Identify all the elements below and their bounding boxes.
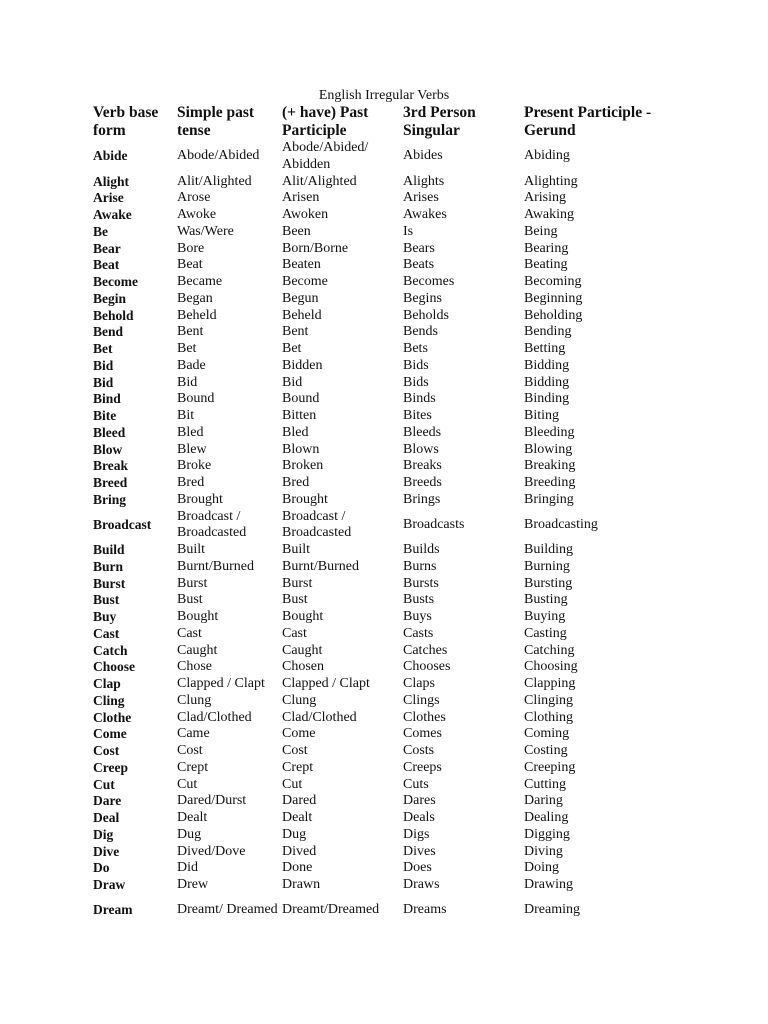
table-row [90,659,690,676]
table-row [90,676,690,693]
table-row [90,308,690,325]
past-participle-cell: Dealt [282,810,313,826]
simple-past-cell: Bade [177,357,206,373]
third-person-cell: Casts [403,625,434,641]
simple-past-cell: Broadcast / Broadcasted [177,508,247,541]
simple-past-cell: Cost [177,743,203,759]
verb-base-form-cell: Dream [93,902,133,918]
third-person-cell: Dives [403,843,436,859]
third-person-cell: Cuts [403,776,429,792]
table-row [90,693,690,710]
table-row [90,576,690,593]
past-participle-cell: Burnt/Burned [282,558,359,574]
present-participle-cell: Diving [524,843,563,859]
table-row [90,542,690,559]
verb-base-form-cell: Begin [93,290,127,306]
third-person-cell: Binds [403,391,436,407]
past-participle-cell: Crept [282,759,314,775]
verb-base-form-cell: Bear [93,240,121,256]
verb-base-form-cell: Bend [93,324,124,340]
verb-base-form-cell: Cling [93,692,125,708]
present-participle-cell: Catching [524,642,575,658]
table-row [90,743,690,760]
simple-past-cell: Cut [177,776,198,792]
third-person-cell: Abides [403,148,443,164]
header-past-participle: (+ have) Past Participle [282,104,369,139]
past-participle-cell: Dived [282,843,317,859]
third-person-cell: Busts [403,592,435,608]
verb-base-form-cell: Break [93,458,129,474]
verb-base-form-cell: Creep [93,759,128,775]
table-row [90,224,690,241]
verb-base-form-cell: Blow [93,441,123,457]
present-participle-cell: Breaking [524,458,576,474]
table-row [90,375,690,392]
table-row [90,190,690,207]
present-participle-cell: Bringing [524,491,574,507]
present-participle-cell: Bidding [524,357,570,373]
present-participle-cell: Dreaming [524,902,580,918]
table-row [90,207,690,224]
present-participle-cell: Daring [524,793,563,809]
simple-past-cell: Was/Were [177,223,234,239]
past-participle-cell: Bled [282,424,309,440]
simple-past-cell: Bought [177,609,219,625]
verb-base-form-cell: Choose [93,659,136,675]
present-participle-cell: Breeding [524,475,576,491]
past-participle-cell: Come [282,726,316,742]
table-row [90,140,690,174]
irregular-verbs-table [90,104,690,927]
past-participle-cell: Clapped / Clapt [282,676,370,692]
simple-past-cell: Burst [177,575,208,591]
table-row [90,509,690,543]
third-person-cell: Buys [403,609,432,625]
verb-base-form-cell: Clap [93,676,121,692]
simple-past-cell: Dared/Durst [177,793,247,809]
past-participle-cell: Clad/Clothed [282,709,357,725]
present-participle-cell: Cutting [524,776,567,792]
verb-rows [90,140,690,927]
table-row [90,626,690,643]
simple-past-cell: Broke [177,458,212,474]
verb-base-form-cell: Dare [93,793,122,809]
past-participle-cell: Beheld [282,307,322,323]
past-participle-cell: Cost [282,743,308,759]
simple-past-cell: Beat [177,257,203,273]
past-participle-cell: Bred [282,475,310,491]
simple-past-cell: Became [177,274,223,290]
verb-base-form-cell: Bid [93,357,114,373]
verb-base-form-cell: Beat [93,257,120,273]
past-participle-cell: Cast [282,625,307,641]
verb-base-form-cell: Awake [93,207,132,223]
past-participle-cell: Been [282,223,311,239]
present-participle-cell: Becoming [524,274,582,290]
simple-past-cell: Caught [177,642,218,658]
simple-past-cell: Bound [177,391,215,407]
present-participle-cell: Buying [524,609,566,625]
simple-past-cell: Awoke [177,207,217,223]
present-participle-cell: Digging [524,826,570,842]
header-verb-base-form: Verb base form [93,104,159,139]
table-row [90,442,690,459]
third-person-cell: Creeps [403,759,442,775]
present-participle-cell: Beating [524,257,568,273]
past-participle-cell: Arisen [282,190,320,206]
verb-base-form-cell: Bleed [93,424,126,440]
verb-base-form-cell: Cut [93,776,115,792]
table-row [90,358,690,375]
verb-base-form-cell: Arise [93,190,124,206]
past-participle-cell: Chosen [282,659,324,675]
third-person-cell: Bends [403,324,438,340]
third-person-cell: Clothes [403,709,446,725]
present-participle-cell: Clinging [524,692,574,708]
verb-base-form-cell: Alight [93,173,130,189]
third-person-cell: Becomes [403,274,455,290]
past-participle-cell: Abode/Abided/ Abidden [282,140,369,172]
third-person-cell: Builds [403,542,440,558]
table-row [90,726,690,743]
past-participle-cell: Bet [282,341,302,357]
past-participle-cell: Done [282,860,313,876]
simple-past-cell: Arose [177,190,211,206]
page-title: English Irregular Verbs [318,88,450,103]
third-person-cell: Bids [403,374,429,390]
past-participle-cell: Begun [282,290,319,306]
table-row [90,408,690,425]
verb-base-form-cell: Draw [93,877,126,893]
table-row [90,257,690,274]
third-person-cell: Bids [403,357,429,373]
past-participle-cell: Cut [282,776,303,792]
third-person-cell: Blows [403,441,439,457]
present-participle-cell: Building [524,542,574,558]
past-participle-cell: Drawn [282,877,321,893]
table-row [90,760,690,777]
third-person-cell: Costs [403,743,435,759]
simple-past-cell: Dealt [177,810,208,826]
simple-past-cell: Bent [177,324,204,340]
verb-base-form-cell: Dive [93,843,120,859]
verb-base-form-cell: Bite [93,408,117,424]
verb-base-form-cell: Do [93,860,110,876]
past-participle-cell: Bound [282,391,320,407]
table-row [90,324,690,341]
verb-base-form-cell: Clothe [93,709,132,725]
past-participle-cell: Blown [282,441,320,457]
past-participle-cell: Brought [282,491,328,507]
present-participle-cell: Dealing [524,810,569,826]
past-participle-cell: Dug [282,826,307,842]
third-person-cell: Dreams [403,902,447,918]
present-participle-cell: Casting [524,625,567,641]
table-row [90,810,690,827]
third-person-cell: Alights [403,173,445,189]
third-person-cell: Deals [403,810,435,826]
present-participle-cell: Biting [524,408,560,424]
simple-past-cell: Blew [177,441,207,457]
verb-base-form-cell: Catch [93,642,128,658]
table-row [90,710,690,727]
third-person-cell: Bears [403,240,435,256]
present-participle-cell: Being [524,223,558,239]
table-row [90,844,690,861]
verb-base-form-cell: Bet [93,341,113,357]
past-participle-cell: Clung [282,692,317,708]
table-row [90,592,690,609]
header-simple-past: Simple past tense [177,104,255,139]
table-row [90,860,690,877]
table-row [90,894,690,928]
verb-base-form-cell: Cost [93,743,120,759]
simple-past-cell: Cast [177,625,202,641]
header-row [90,104,690,140]
third-person-cell: Arises [403,190,439,206]
simple-past-cell: Crept [177,759,209,775]
verb-base-form-cell: Bust [93,592,120,608]
present-participle-cell: Awaking [524,207,575,223]
third-person-cell: Breaks [403,458,442,474]
third-person-cell: Bursts [403,575,439,591]
present-participle-cell: Binding [524,391,570,407]
third-person-cell: Is [403,223,414,239]
third-person-cell: Draws [403,877,440,893]
verb-base-form-cell: Be [93,223,108,239]
present-participle-cell: Abiding [524,148,570,164]
verb-base-form-cell: Come [93,726,127,742]
present-participle-cell: Beginning [524,290,583,306]
simple-past-cell: Came [177,726,210,742]
simple-past-cell: Abode/Abided [177,148,260,164]
simple-past-cell: Dreamt/ Dreamed [177,902,278,918]
verb-base-form-cell: Cast [93,625,120,641]
simple-past-cell: Bet [177,341,197,357]
simple-past-cell: Bust [177,592,203,608]
table-row [90,174,690,191]
table-row [90,475,690,492]
third-person-cell: Beholds [403,307,449,323]
table-row [90,793,690,810]
verb-base-form-cell: Dig [93,826,114,842]
table-row [90,241,690,258]
third-person-cell: Begins [403,290,442,306]
simple-past-cell: Built [177,542,206,558]
simple-past-cell: Clad/Clothed [177,709,252,725]
third-person-cell: Catches [403,642,448,658]
verb-base-form-cell: Burst [93,575,126,591]
table-row [90,827,690,844]
table-row [90,391,690,408]
table-row [90,877,690,894]
third-person-cell: Broadcasts [403,516,465,532]
verb-base-form-cell: Bring [93,491,127,507]
present-participle-cell: Bidding [524,374,570,390]
present-participle-cell: Clapping [524,676,576,692]
table-row [90,425,690,442]
table-row [90,274,690,291]
simple-past-cell: Bid [177,374,198,390]
third-person-cell: Awakes [403,207,447,223]
table-row [90,492,690,509]
third-person-cell: Bleeds [403,424,442,440]
simple-past-cell: Bred [177,475,205,491]
third-person-cell: Breeds [403,475,442,491]
present-participle-cell: Burning [524,558,570,574]
simple-past-cell: Burnt/Burned [177,558,254,574]
present-participle-cell: Bursting [524,575,573,591]
simple-past-cell: Dug [177,826,202,842]
past-participle-cell: Become [282,274,328,290]
present-participle-cell: Betting [524,341,566,357]
present-participle-cell: Busting [524,592,568,608]
present-participle-cell: Beholding [524,307,583,323]
table-row [90,643,690,660]
present-participle-cell: Alighting [524,173,578,189]
simple-past-cell: Chose [177,659,212,675]
third-person-cell: Beats [403,257,435,273]
verb-base-form-cell: Deal [93,810,120,826]
simple-past-cell: Drew [177,877,209,893]
third-person-cell: Clings [403,692,440,708]
simple-past-cell: Dived/Dove [177,843,246,859]
table-row [90,609,690,626]
simple-past-cell: Clapped / Clapt [177,676,265,692]
past-participle-cell: Dared [282,793,317,809]
past-participle-cell: Beaten [282,257,321,273]
past-participle-cell: Built [282,542,311,558]
past-participle-cell: Bought [282,609,324,625]
table-row [90,777,690,794]
simple-past-cell: Alit/Alighted [177,173,252,189]
simple-past-cell: Bore [177,240,205,256]
past-participle-cell: Awoken [282,207,329,223]
present-participle-cell: Bearing [524,240,569,256]
verb-base-form-cell: Bid [93,374,114,390]
past-participle-cell: Alit/Alighted [282,173,357,189]
past-participle-cell: Born/Borne [282,240,349,256]
third-person-cell: Brings [403,491,441,507]
simple-past-cell: Did [177,860,198,876]
simple-past-cell: Began [177,290,213,306]
past-participle-cell: Bid [282,374,303,390]
verb-base-form-cell: Buy [93,609,117,625]
verb-base-form-cell: Broadcast [93,516,152,532]
verb-base-form-cell: Behold [93,307,134,323]
present-participle-cell: Creeping [524,759,576,775]
verb-base-form-cell: Abide [93,148,128,164]
present-participle-cell: Bleeding [524,424,575,440]
third-person-cell: Burns [403,558,437,574]
simple-past-cell: Brought [177,491,223,507]
past-participle-cell: Caught [282,642,323,658]
third-person-cell: Claps [403,676,435,692]
third-person-cell: Bites [403,408,432,424]
simple-past-cell: Clung [177,692,212,708]
third-person-cell: Bets [403,341,428,357]
verb-base-form-cell: Breed [93,475,128,491]
simple-past-cell: Beheld [177,307,217,323]
present-participle-cell: Choosing [524,659,578,675]
present-participle-cell: Bending [524,324,572,340]
present-participle-cell: Doing [524,860,559,876]
present-participle-cell: Drawing [524,877,573,893]
verb-base-form-cell: Burn [93,558,124,574]
verb-base-form-cell: Build [93,542,125,558]
present-participle-cell: Arising [524,190,566,206]
present-participle-cell: Coming [524,726,570,742]
third-person-cell: Dares [403,793,436,809]
past-participle-cell: Broken [282,458,324,474]
past-participle-cell: Dreamt/Dreamed [282,902,380,918]
present-participle-cell: Blowing [524,441,573,457]
table-row [90,291,690,308]
verb-base-form-cell: Bind [93,391,121,407]
past-participle-cell: Bitten [282,408,317,424]
past-participle-cell: Bidden [282,357,323,373]
header-third-person: 3rd Person Singular [403,104,476,139]
table-row [90,341,690,358]
past-participle-cell: Burst [282,575,313,591]
third-person-cell: Digs [403,826,430,842]
present-participle-cell: Broadcasting [524,516,598,532]
third-person-cell: Comes [403,726,442,742]
verb-base-form-cell: Become [93,274,138,290]
past-participle-cell: Bust [282,592,308,608]
table-row [90,559,690,576]
simple-past-cell: Bled [177,424,204,440]
present-participle-cell: Costing [524,743,568,759]
present-participle-cell: Clothing [524,709,574,725]
table-row [90,458,690,475]
past-participle-cell: Bent [282,324,309,340]
third-person-cell: Does [403,860,432,876]
simple-past-cell: Bit [177,408,195,424]
third-person-cell: Chooses [403,659,451,675]
past-participle-cell: Broadcast / Broadcasted [282,508,352,541]
header-present-participle: Present Participle - Gerund [524,104,652,139]
